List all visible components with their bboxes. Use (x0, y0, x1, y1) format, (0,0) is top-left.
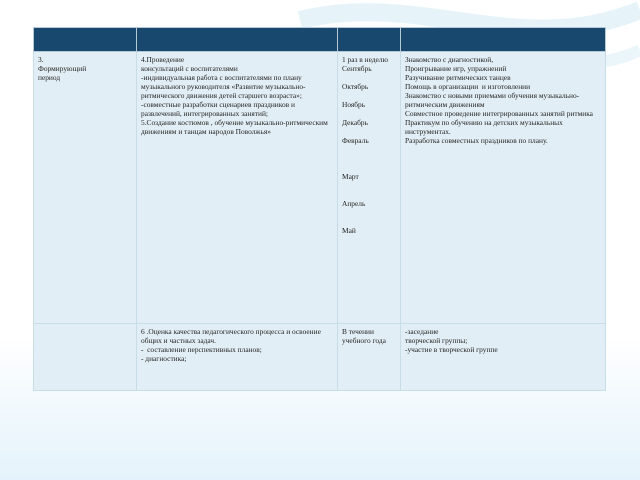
table-header-row (34, 28, 606, 52)
timing-cell: В течении учебного года (338, 324, 401, 391)
content-cell: Знакомство с диагностикой, Проигрывание игр, упражнений Разучивание ритмических танцев Помощь в организации и изготовлении Знакомство с новыми приемами обучения музыкально-ритмическим движениям Совместное проведение интегрированных занятий ритмика Практикум по обучению на детских музыкальных инструментах. Разработка совместных праздников по плану. (401, 52, 606, 324)
header-cell (401, 28, 606, 52)
header-cell (34, 28, 137, 52)
period-cell (34, 324, 137, 391)
header-cell (338, 28, 401, 52)
activities-cell: 4.Проведение консультаций с воспитателями -индивидуальная работа с воспитателями по плану музыкального руководителя «Развитие музыкально-ритмического движения детей старшего возраста»; -совместные разработки сценариев праздников и развлечений, интегрированных занятий; 5.Создание костюмов , обучение музыкально-ритмическим движениям и танцам народов Поволжья» (137, 52, 338, 324)
work-plan-table (33, 27, 606, 391)
header-cell (137, 28, 338, 52)
timing-cell: 1 раз в неделю Сентябрь Октябрь Ноябрь Декабрь Февраль Март Апрель Май (338, 52, 401, 324)
table-row (34, 324, 606, 391)
period-cell: 3. Формирующий период (34, 52, 137, 324)
activities-cell: 6 .Оценка качества педагогического процесса и освоение общих и частных задач. - составление перспективных планов; - диагностика; (137, 324, 338, 391)
table-row (34, 52, 606, 324)
content-cell: -заседание творческой группы; -участие в творческой группе (401, 324, 606, 391)
